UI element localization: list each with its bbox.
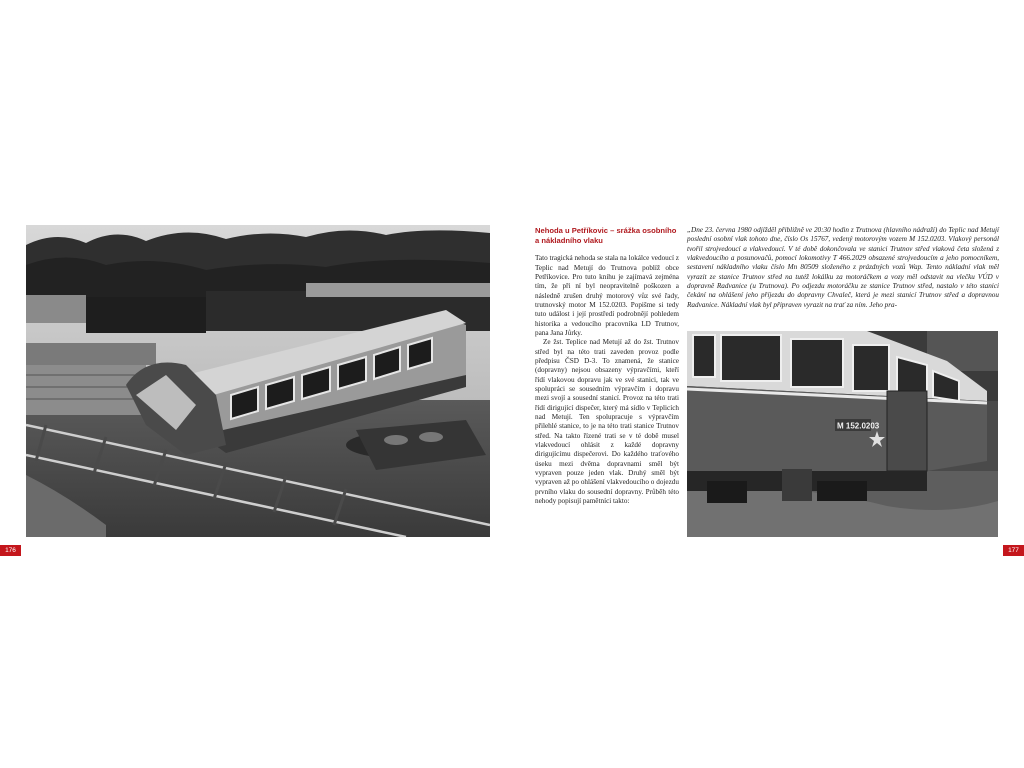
photo-railcar-side-image <box>687 331 998 537</box>
photo-wrecked-railcar-image <box>26 225 490 537</box>
article-paragraph-2: Ze žst. Teplice nad Metují až do žst. Trutnov střed byl na této trati zaveden provoz podle předpisu ČSD D-3. To znamená, že stanice (dopravny) nejsou obsazeny výpravčími, kteří řídí vlakovou dopravu jak ve své stanici, tak ve spolupráci se sousedním výpravčím i dopravu mezi svojí a sousední stanicí. Provoz na této trati řídí dirigující dispečer, který má sídlo v Teplicích nad Metují. Ten spolupracuje s výpravčím přilehlé stanice, to je na této trati stanice Trutnov střed. Na takto řízené trati se v té době musel vlakvedoucí ohlásit z každé dopravny dirigujícímu dispečerovi. Do každého traťového úseku mezi dvěma dopravnami směl být vypraven pouze jeden vlak. Druhý směl být vypraven až po ohlášení vlakvedoucího o dojezdu prvního vlaku do sousední dopravny. Průběh této nehody popisují pamětníci takto: <box>535 338 679 506</box>
photo-wrecked-railcar <box>26 225 490 537</box>
car-number-plate: M 152.0203 <box>837 421 880 431</box>
eyewitness-quote: „Dne 23. června 1980 odjížděl přibližně ve 20:30 hodin z Trutnova (hlavního nádraží) do Teplic nad Metují poslední osobní vlak tohoto dne, číslo Os 15767, vedený motorovým vozem M 152.0203. Vlakový personál tvořil strojvedoucí a vlakvedoucí. V té době dokončovala ve stanici Trutnov střed vlaková četa složená z vlakvedoucího a posunovačů, pomocí lokomotivy T 466.2029 obsazené strojvedoucím a jeho pomocníkem, sestavení nákladního vlaku číslo Mn 80509 složeného z prázdných vozů Wap. Tento nákladní vlak měl vyrazit ze stanice Trutnov střed na tutéž lokálku za motoráčkem a vozy měl odstavit na vlečku VÚD v dopravně Radvanice (u Trutnova). Po odjezdu motoráčku ze stanice Trutnov střed, nastalo v této stanici čekání na ohlášení jeho příjezdu do dopravny Chvaleč, která je mezi stanicí Trutnov střed a dopravnou Radvanice. Nákladní vlak byl připraven vyrazit na trať za ním. Jeho pra- <box>687 226 999 309</box>
page-number-left: 176 <box>0 545 21 556</box>
photo-railcar-side <box>687 331 998 537</box>
article-paragraph-1: Tato tragická nehoda se stala na lokálce vedoucí z Teplic nad Metují do Trutnova poblíž obce Petříkovice. Pro tuto knihu je zajímavá zejména tím, že při ní byl neopravitelně poškozen a následně zrušen druhý motorový vůz své řady, trutnovský motor M 152.0203. Popišme si tedy tuto událost i její prostředí podrobnějí pohledem historika a vedoucího pracovníka LD Trutnov, pana Jana Jůrky. <box>535 254 679 337</box>
article-column <box>535 226 679 506</box>
article-heading: Nehoda u Petříkovic – srážka osobního a nákladního vlaku <box>535 226 677 245</box>
page-number-right: 177 <box>1003 545 1024 556</box>
